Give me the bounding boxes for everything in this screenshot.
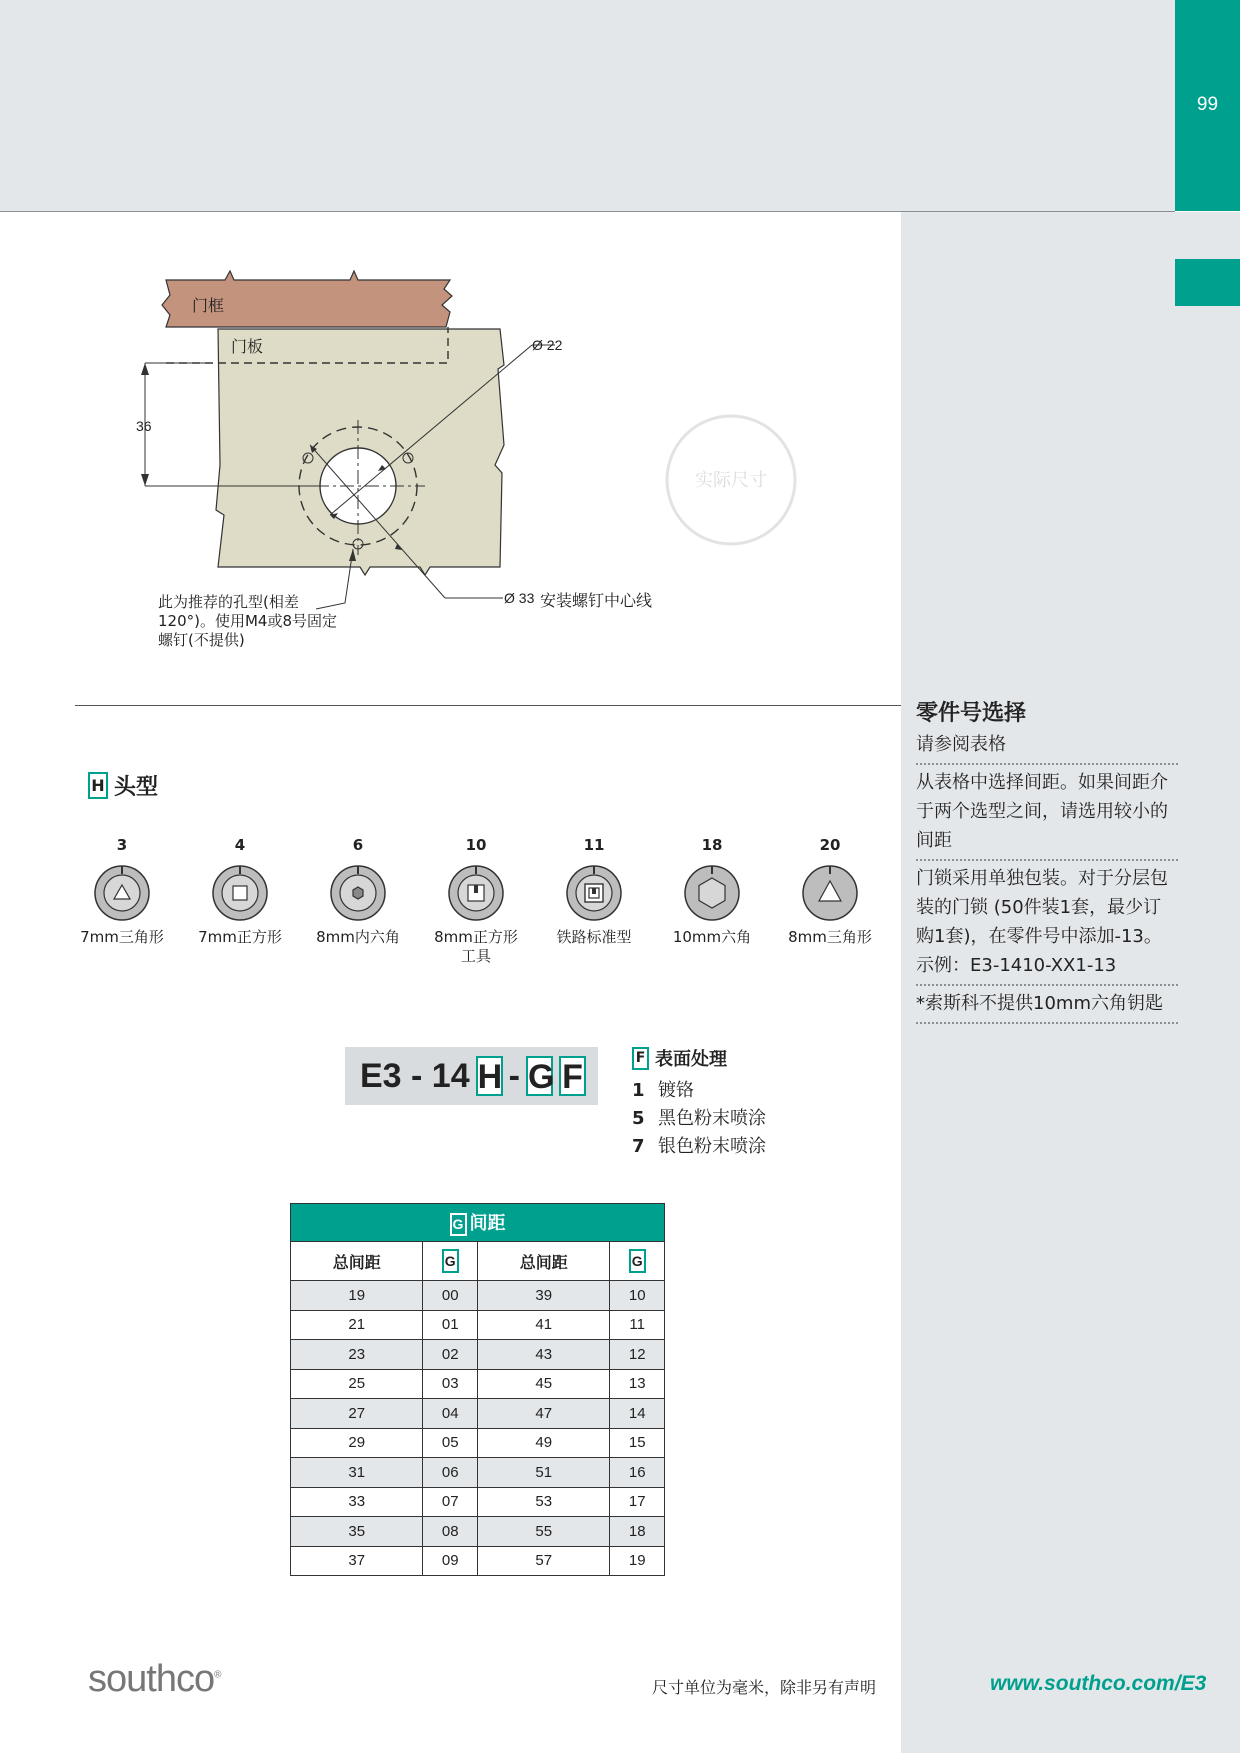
head-label-line2: 工具 xyxy=(460,947,491,965)
table-row xyxy=(291,1546,665,1576)
head-label: 铁路标准型 xyxy=(556,928,632,946)
head-code: 10 xyxy=(465,836,487,854)
head-code: 20 xyxy=(819,836,841,854)
table-cell: 29 xyxy=(291,1428,423,1458)
col-header-g xyxy=(423,1242,478,1281)
part-number-f: F xyxy=(559,1056,586,1096)
frame-label: 门框 xyxy=(192,296,225,315)
finish-label: 银色粉末喷涂 xyxy=(658,1136,766,1157)
panel-label: 门板 xyxy=(231,337,264,356)
table-row xyxy=(291,1487,665,1517)
part-number-h: H xyxy=(477,1058,503,1096)
table-cell: 14 xyxy=(610,1399,665,1429)
head-type-title-text: 头型 xyxy=(114,775,159,800)
side-note-3: 门锁采用单独包装。对于分层包装的门锁 (50件装1套，最少订购1套)，在零件号中添加-13。示例：E3-1410-XX1-13 xyxy=(916,864,1178,986)
spacing-table-title-text: 间距 xyxy=(469,1213,506,1234)
g-badge: G xyxy=(450,1213,467,1236)
side-note-2: 从表格中选择间距。如果间距介于两个选型之间，请选用较小的间距 xyxy=(916,768,1178,861)
finish-options xyxy=(632,1045,766,1161)
table-cell: 00 xyxy=(423,1281,478,1311)
head-label: 8mm内六角 xyxy=(316,928,400,946)
head-label: 7mm正方形 xyxy=(198,928,282,946)
section-divider xyxy=(75,705,901,706)
table-row xyxy=(291,1517,665,1547)
head-option-10[interactable] xyxy=(416,836,536,966)
dim-22-label: Ø 22 xyxy=(532,337,563,353)
head-label: 7mm三角形 xyxy=(80,928,164,946)
finish-option[interactable] xyxy=(632,1105,766,1133)
note-line-2: 120°)。使用M4或8号固定 xyxy=(158,612,338,630)
hex-socket-head-icon xyxy=(329,864,387,922)
head-label-line1: 8mm正方形 xyxy=(434,928,518,946)
col-header-g xyxy=(610,1242,665,1281)
table-row xyxy=(291,1369,665,1399)
part-number-dash: - xyxy=(508,1056,520,1095)
finish-label: 镀铬 xyxy=(658,1080,694,1101)
header-band xyxy=(0,0,1175,212)
table-row xyxy=(291,1428,665,1458)
table-cell: 07 xyxy=(423,1487,478,1517)
head-code: 18 xyxy=(701,836,723,854)
table-cell: 09 xyxy=(423,1546,478,1576)
finish-code: 5 xyxy=(632,1108,645,1129)
table-cell: 08 xyxy=(423,1517,478,1547)
g-badge: G xyxy=(442,1249,459,1273)
dim-36-label: 36 xyxy=(136,418,152,434)
table-cell: 33 xyxy=(291,1487,423,1517)
head-label: 10mm六角 xyxy=(672,928,752,946)
head-label: 8mm三角形 xyxy=(788,928,872,946)
table-cell: 03 xyxy=(423,1369,478,1399)
head-option-6[interactable] xyxy=(298,836,418,947)
table-cell: 35 xyxy=(291,1517,423,1547)
note-line-1: 此为推荐的孔型(相差 xyxy=(158,593,299,611)
finish-code: 1 xyxy=(632,1080,645,1101)
head-code: 3 xyxy=(116,836,128,854)
table-cell: 19 xyxy=(291,1281,423,1311)
table-row xyxy=(291,1281,665,1311)
head-option-11[interactable] xyxy=(534,836,654,947)
head-code: 4 xyxy=(234,836,246,854)
head-option-4[interactable] xyxy=(180,836,300,947)
logo-registered: ® xyxy=(214,1669,221,1681)
table-cell: 12 xyxy=(610,1340,665,1370)
table-cell: 10 xyxy=(610,1281,665,1311)
table-cell: 47 xyxy=(477,1399,609,1429)
side-note-1: 请参阅表格 xyxy=(916,730,1178,765)
part-number-g: G xyxy=(527,1058,555,1096)
head-code: 6 xyxy=(352,836,364,854)
table-cell: 27 xyxy=(291,1399,423,1429)
mounting-diagram xyxy=(136,265,767,665)
table-cell: 17 xyxy=(610,1487,665,1517)
table-cell: 02 xyxy=(423,1340,478,1370)
dim-33-label: Ø 33 xyxy=(504,590,535,606)
col-header-total: 总间距 xyxy=(477,1242,609,1281)
f-badge: F xyxy=(632,1047,649,1070)
hex-head-icon xyxy=(683,864,741,922)
table-cell: 13 xyxy=(610,1369,665,1399)
table-cell: 43 xyxy=(477,1340,609,1370)
table-cell: 51 xyxy=(477,1458,609,1488)
h-badge: H xyxy=(88,772,108,799)
part-number-selection-title: 零件号选择 xyxy=(916,701,1027,726)
table-row xyxy=(291,1310,665,1340)
table-cell: 19 xyxy=(610,1546,665,1576)
note-line-3: 螺钉(不提供) xyxy=(158,631,245,649)
part-number-box xyxy=(345,1047,598,1105)
finish-title-text: 表面处理 xyxy=(655,1049,727,1070)
table-cell: 16 xyxy=(610,1458,665,1488)
table-cell: 15 xyxy=(610,1428,665,1458)
finish-code: 7 xyxy=(632,1136,645,1157)
table-cell: 11 xyxy=(610,1310,665,1340)
head-option-20[interactable] xyxy=(770,836,890,947)
table-cell: 45 xyxy=(477,1369,609,1399)
southco-logo[interactable] xyxy=(88,1658,220,1701)
logo-text: southco xyxy=(88,1658,215,1700)
website-link[interactable]: www.southco.com/E3 xyxy=(990,1672,1207,1695)
square-tool-head-icon xyxy=(447,864,505,922)
finish-label: 黑色粉末喷涂 xyxy=(658,1108,766,1129)
table-cell: 41 xyxy=(477,1310,609,1340)
table-cell: 25 xyxy=(291,1369,423,1399)
table-cell: 55 xyxy=(477,1517,609,1547)
actual-size-watermark: 实际尺寸 xyxy=(695,470,767,491)
section-tab[interactable] xyxy=(1175,259,1240,306)
table-cell: 57 xyxy=(477,1546,609,1576)
triangle-large-head-icon xyxy=(801,864,859,922)
part-number-prefix: E3 - 14 xyxy=(360,1056,470,1095)
finish-option[interactable] xyxy=(632,1133,766,1161)
table-cell: 37 xyxy=(291,1546,423,1576)
units-note: 尺寸单位为毫米，除非另有声明 xyxy=(652,1678,877,1697)
finish-title xyxy=(632,1045,766,1071)
railway-head-icon xyxy=(565,864,623,922)
table-row xyxy=(291,1458,665,1488)
table-cell: 31 xyxy=(291,1458,423,1488)
head-option-18[interactable] xyxy=(652,836,772,947)
table-cell: 21 xyxy=(291,1310,423,1340)
head-type-title xyxy=(88,770,158,801)
table-row xyxy=(291,1340,665,1370)
g-badge: G xyxy=(629,1249,646,1273)
table-row xyxy=(291,1399,665,1429)
side-note-4: *索斯科不提供10mm六角钥匙 xyxy=(916,989,1178,1024)
spacing-table-title xyxy=(291,1204,665,1242)
table-cell: 06 xyxy=(423,1458,478,1488)
spacing-table xyxy=(290,1203,665,1576)
page-number: 99 xyxy=(1196,94,1219,115)
table-cell: 53 xyxy=(477,1487,609,1517)
table-cell: 04 xyxy=(423,1399,478,1429)
head-option-3[interactable] xyxy=(62,836,182,947)
table-cell: 18 xyxy=(610,1517,665,1547)
triangle-head-icon xyxy=(93,864,151,922)
table-cell: 23 xyxy=(291,1340,423,1370)
table-cell: 49 xyxy=(477,1428,609,1458)
table-cell: 05 xyxy=(423,1428,478,1458)
finish-option[interactable] xyxy=(632,1077,766,1105)
col-header-total: 总间距 xyxy=(291,1242,423,1281)
head-code: 11 xyxy=(583,836,605,854)
table-cell: 39 xyxy=(477,1281,609,1311)
table-cell: 01 xyxy=(423,1310,478,1340)
square-head-icon xyxy=(211,864,269,922)
screw-centerline-label: 安装螺钉中心线 xyxy=(540,591,653,610)
